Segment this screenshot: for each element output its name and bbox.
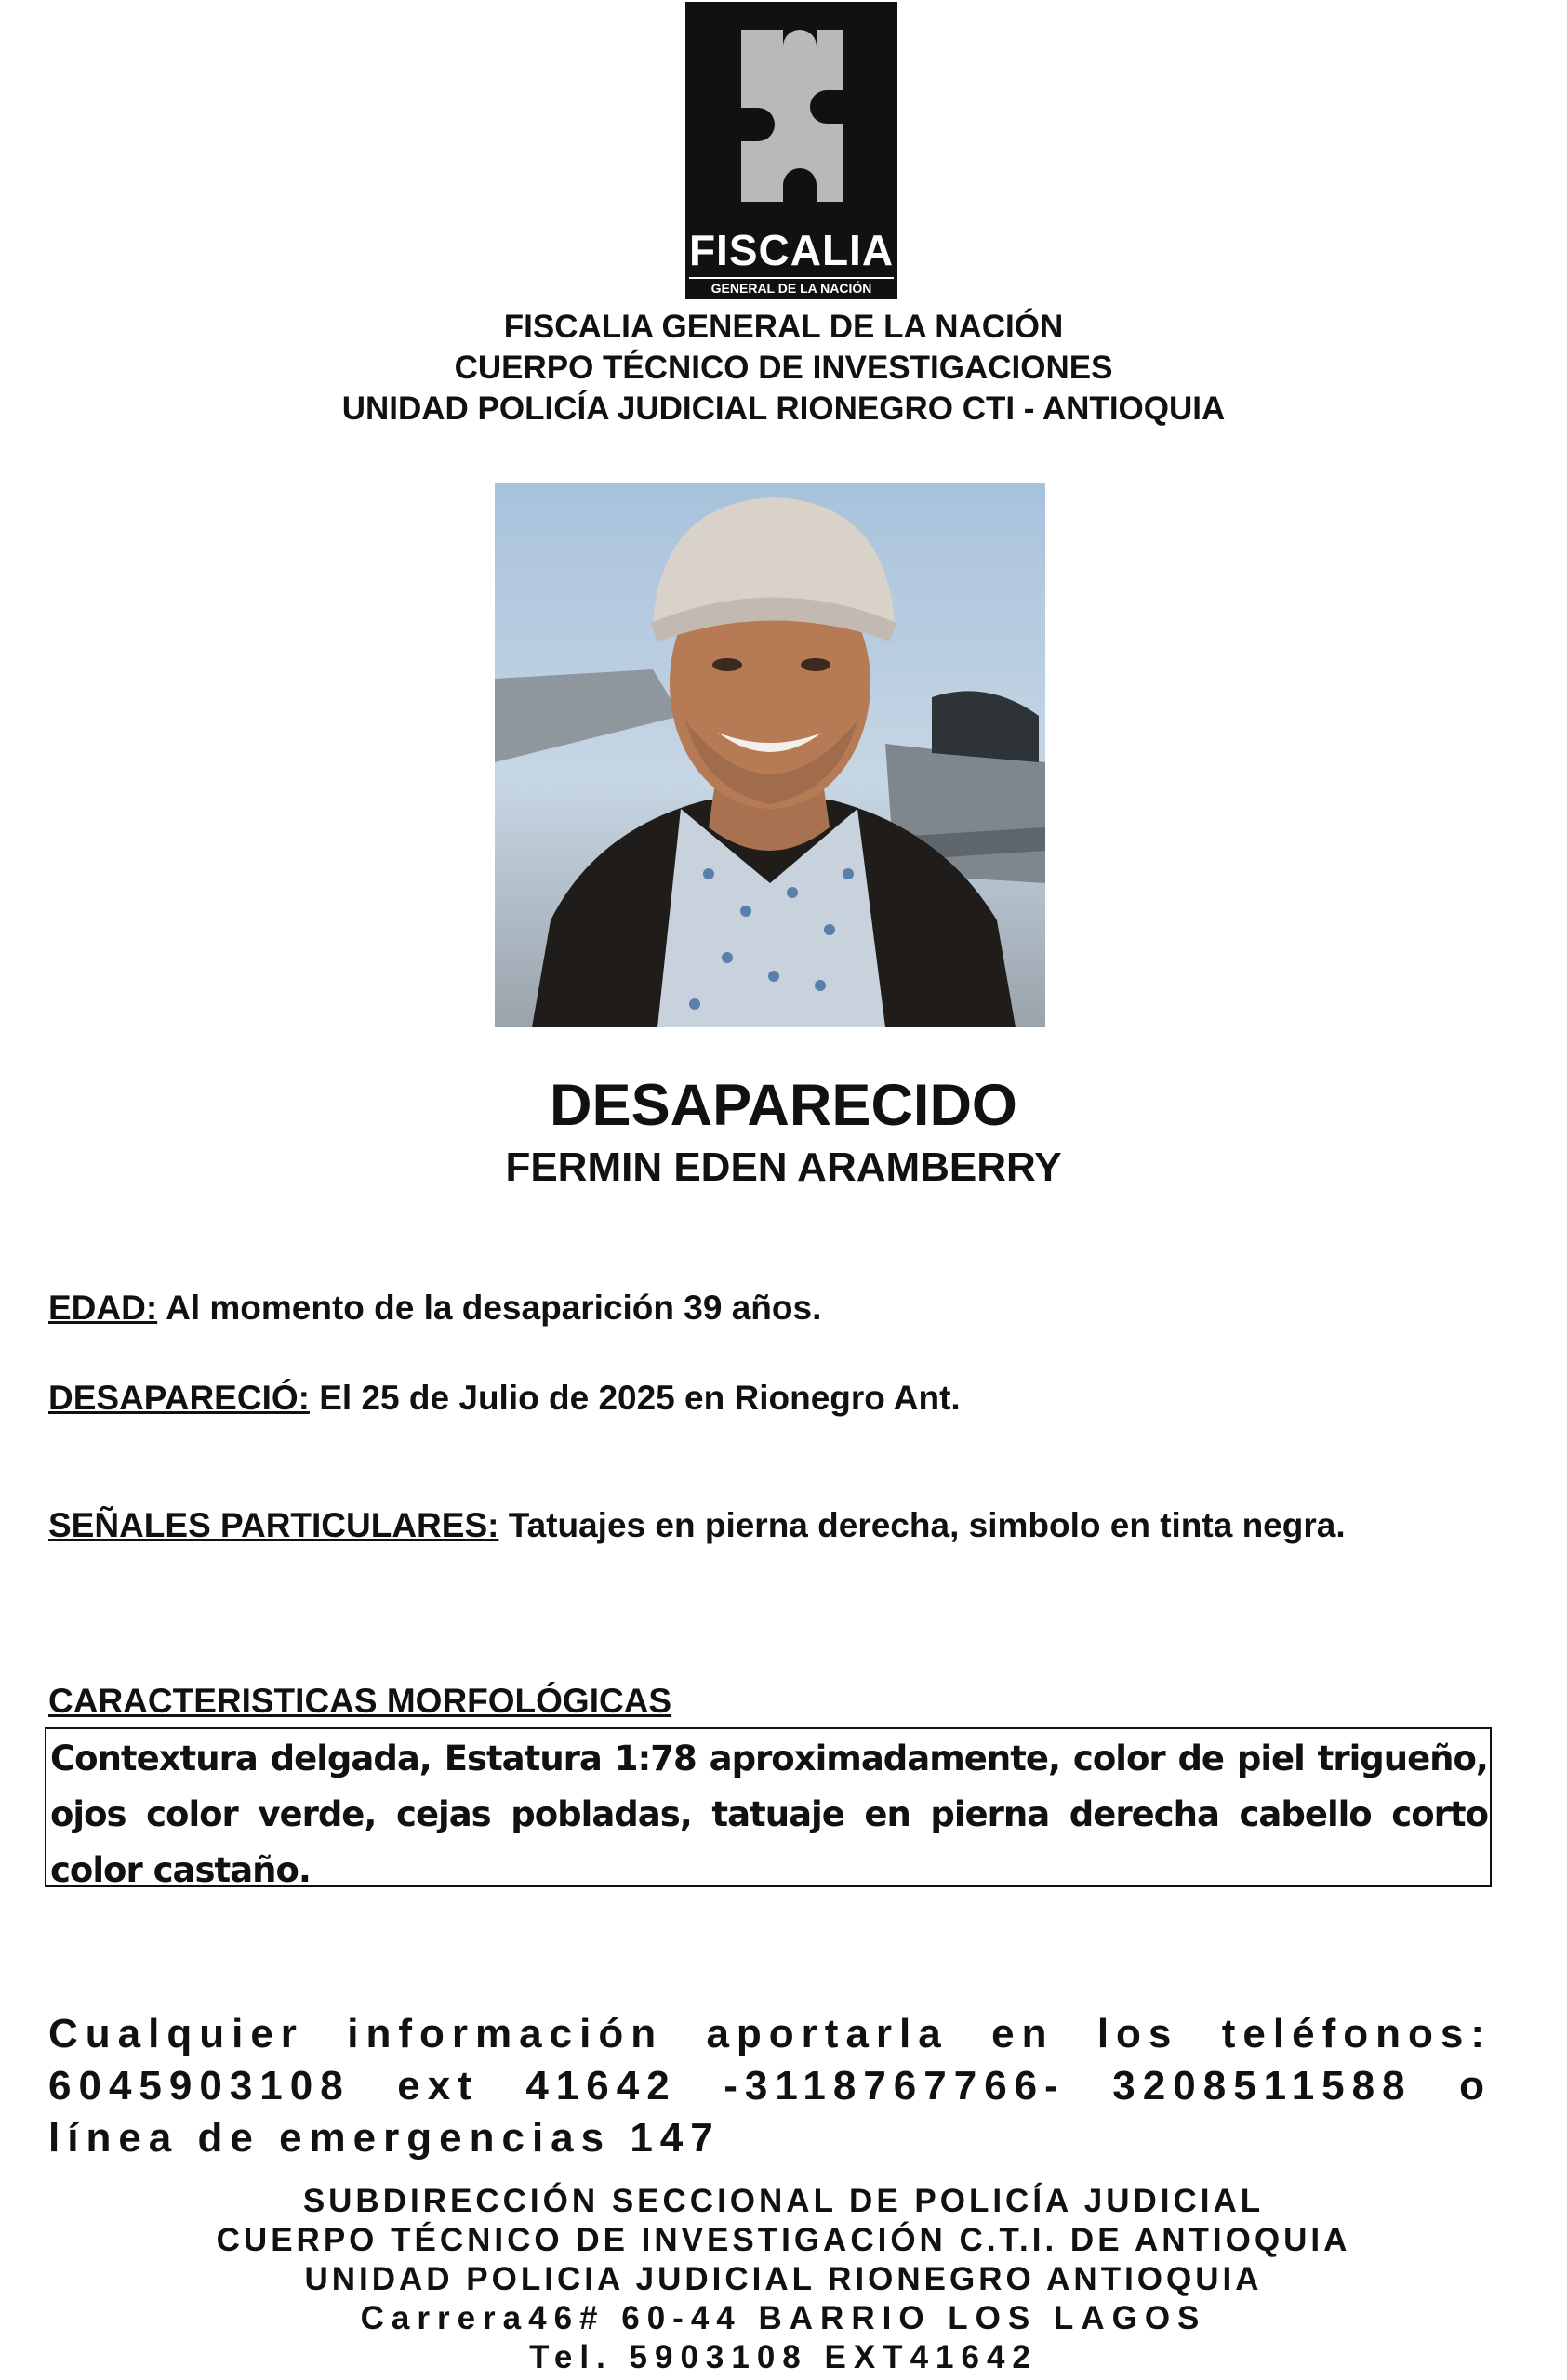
title-block xyxy=(0,1069,1567,1194)
morph-description-box xyxy=(45,1727,1492,1890)
contact-info: Cualquier información aportarla en los teléfonos: 6045903108 ext 41642 -3118767766- 3208511588 o línea de emergencias 147 xyxy=(48,2011,1492,2161)
puzzle-piece-icon xyxy=(685,2,897,225)
footer-line-2: CUERPO TÉCNICO DE INVESTIGACIÓN C.T.I. DE ANTIOQUIA xyxy=(216,2222,1351,2258)
morph-value: Contextura delgada, Estatura 1:78 aproximadamente, color de piel trigueño, ojos color verde, cejas pobladas, tatuaje en pierna derecha cabello corto color castaño. xyxy=(50,1739,1488,1890)
age-label: EDAD: xyxy=(48,1289,158,1327)
fiscalia-logo xyxy=(685,2,897,299)
age-value: Al momento de la desaparición 39 años. xyxy=(166,1289,822,1327)
footer xyxy=(0,2182,1567,2377)
marks-label: SEÑALES PARTICULARES: xyxy=(48,1506,499,1544)
morph-heading xyxy=(48,1679,1490,1724)
disappeared-value: El 25 de Julio de 2025 en Rionegro Ant. xyxy=(319,1379,961,1417)
logo-wordmark: FISCALIA xyxy=(688,226,895,274)
missing-person-photo xyxy=(495,483,1045,1027)
marks-field xyxy=(48,1503,1490,1548)
age-field xyxy=(48,1286,1490,1330)
header-line-1: FISCALIA GENERAL DE LA NACIÓN xyxy=(503,309,1064,345)
header-line-3: UNIDAD POLICÍA JUDICIAL RIONEGRO CTI - ANTIOQUIA xyxy=(341,390,1226,427)
footer-phone: Tel. 5903108 EXT41642 xyxy=(529,2339,1038,2375)
marks-value: Tatuajes en pierna derecha, simbolo en tinta negra. xyxy=(508,1506,1346,1544)
poster-title: DESAPARECIDO xyxy=(550,1073,1017,1138)
person-name: FERMIN EDEN ARAMBERRY xyxy=(505,1144,1062,1190)
footer-address: Carrera46# 60-44 BARRIO LOS LAGOS xyxy=(360,2300,1207,2336)
footer-line-1: SUBDIRECCIÓN SECCIONAL DE POLICÍA JUDICIAL xyxy=(302,2183,1265,2219)
morph-label: CARACTERISTICAS MORFOLÓGICAS xyxy=(48,1682,672,1720)
logo-subtitle: GENERAL DE LA NACIÓN xyxy=(689,277,894,296)
disappeared-label: DESAPARECIÓ: xyxy=(48,1379,310,1417)
footer-line-3: UNIDAD POLICIA JUDICIAL RIONEGRO ANTIOQUIA xyxy=(304,2261,1263,2297)
header-line-2: CUERPO TÉCNICO DE INVESTIGACIONES xyxy=(454,350,1113,386)
header xyxy=(0,307,1567,430)
disappeared-field xyxy=(48,1376,1490,1421)
